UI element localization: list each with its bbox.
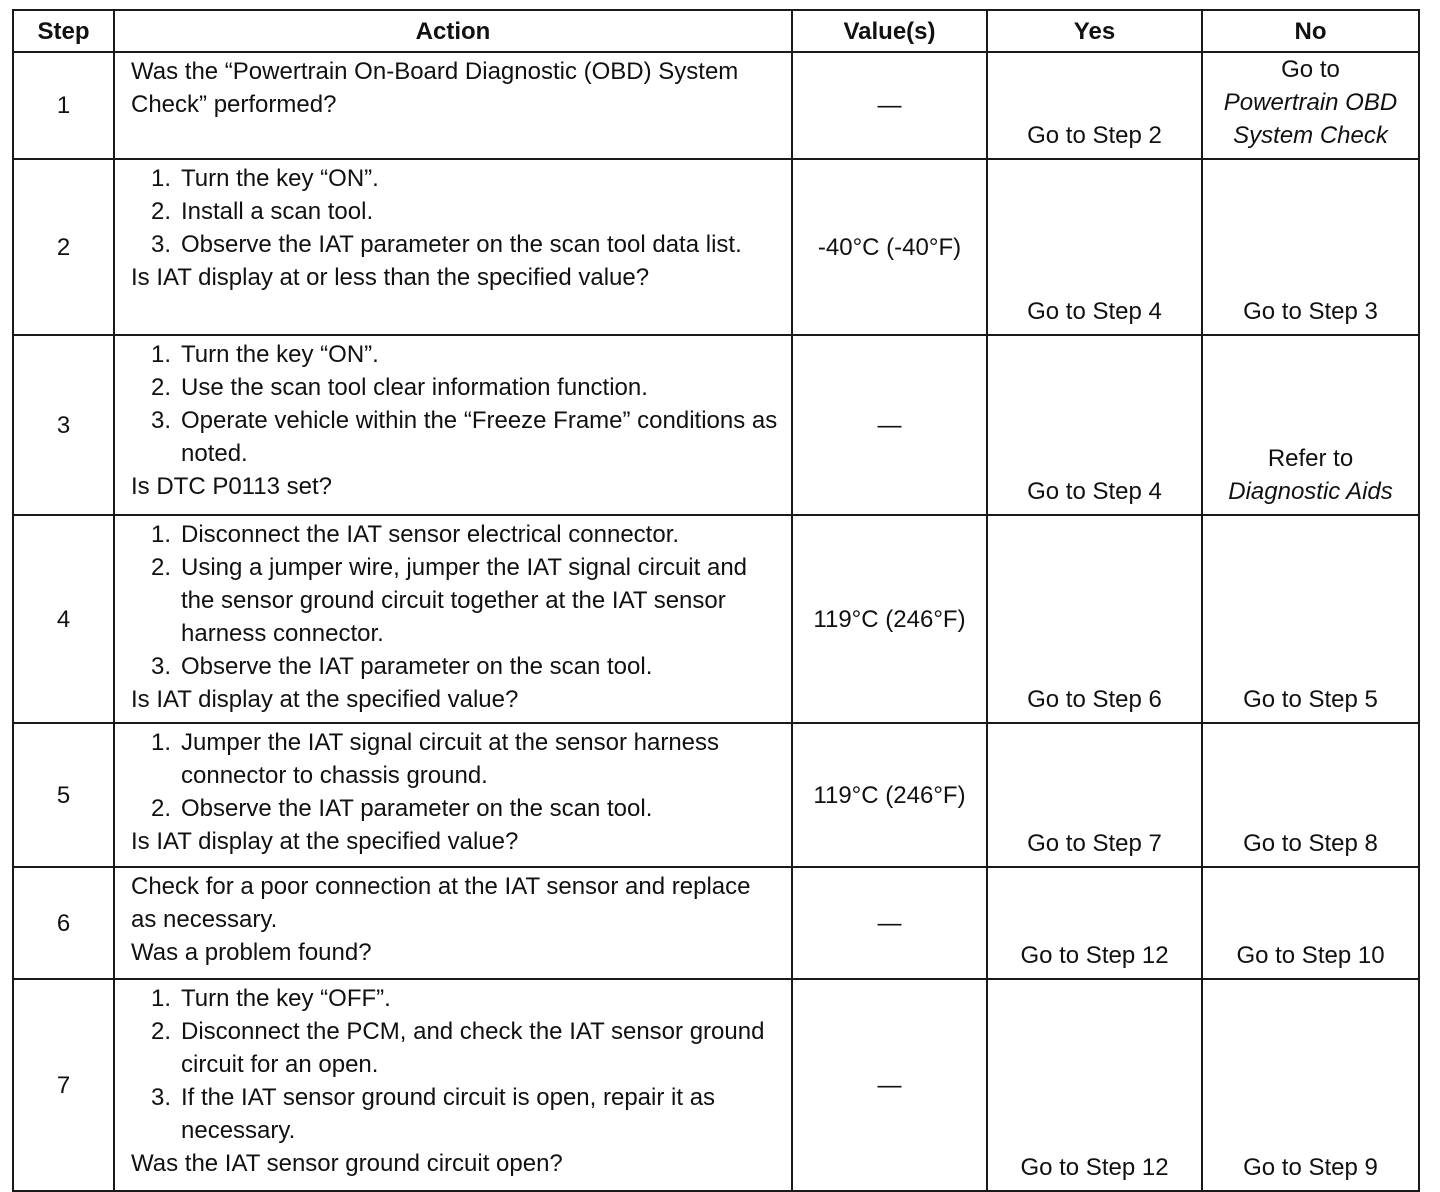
step-number: 1 [13,52,114,159]
diagnostic-table [12,9,1420,1192]
action-cell [114,159,792,335]
action-step: 2. Using a jumper wire, jumper the IAT signal circuit and the sensor ground circuit together at the IAT sensor harness connector. [151,554,748,647]
action-question: Was a problem found? [131,939,372,966]
action-question: Is IAT display at or less than the specified value? [131,264,650,291]
action-lead: Check for a poor connection at the IAT sensor and replace as necessary. [131,873,751,933]
yes-cell: Go to Step 7 [987,723,1202,867]
header-no: No [1202,10,1419,52]
no-reference: Diagnostic Aids [1228,478,1393,505]
action-steps [131,338,781,470]
step-number: 4 [13,515,114,723]
action-step: 1. Turn the key “OFF”. [151,985,391,1012]
action-step: 2. Use the scan tool clear information function. [151,374,648,401]
action-step: 3. Observe the IAT parameter on the scan tool data list. [151,231,742,258]
header-values: Value(s) [792,10,987,52]
table-row [13,335,1419,515]
value-cell: — [792,979,987,1191]
no-cell: Go to Step 9 [1202,979,1419,1191]
action-step: 2. Disconnect the PCM, and check the IAT sensor ground circuit for an open. [151,1018,765,1078]
action-step: 1. Turn the key “ON”. [151,341,379,368]
action-step: 2. Observe the IAT parameter on the scan tool. [151,795,653,822]
action-cell [114,979,792,1191]
table-row [13,723,1419,867]
action-steps [131,726,781,825]
no-prefix: Go to [1281,56,1340,83]
value-cell: 119°C (246°F) [792,515,987,723]
value-cell: — [792,52,987,159]
action-step: 2. Install a scan tool. [151,198,374,225]
value-cell: -40°C (-40°F) [792,159,987,335]
action-step: 1. Jumper the IAT signal circuit at the sensor harness connector to chassis ground. [151,729,720,789]
action-question: Was the IAT sensor ground circuit open? [131,1150,563,1177]
action-steps [131,982,781,1147]
action-question: Is IAT display at the specified value? [131,828,519,855]
no-cell: Go to Step 8 [1202,723,1419,867]
no-cell: Go to Step 3 [1202,159,1419,335]
table-row [13,867,1419,979]
action-step: 1. Turn the key “ON”. [151,165,379,192]
value-cell: 119°C (246°F) [792,723,987,867]
table-row [13,515,1419,723]
no-cell: Go to Step 5 [1202,515,1419,723]
action-lead: Was the “Powertrain On-Board Diagnostic (OBD) System Check” performed? [131,58,739,118]
action-step: 3. Operate vehicle within the “Freeze Frame” conditions as noted. [151,407,778,467]
action-cell [114,867,792,979]
diagnostic-table-container [12,9,1418,1192]
table-row [13,979,1419,1191]
header-step: Step [13,10,114,52]
yes-cell: Go to Step 2 [987,52,1202,159]
value-cell: — [792,335,987,515]
action-cell [114,515,792,723]
header-row [13,10,1419,52]
step-number: 6 [13,867,114,979]
table-row [13,159,1419,335]
action-cell [114,52,792,159]
action-steps [131,162,781,261]
yes-cell: Go to Step 4 [987,159,1202,335]
action-question: Is IAT display at the specified value? [131,686,519,713]
yes-cell: Go to Step 4 [987,335,1202,515]
header-yes: Yes [987,10,1202,52]
no-reference: Powertrain OBD System Check [1223,89,1398,149]
yes-cell: Go to Step 6 [987,515,1202,723]
no-prefix: Refer to [1267,445,1354,472]
step-number: 5 [13,723,114,867]
action-cell [114,723,792,867]
no-cell [1202,52,1419,159]
header-action: Action [114,10,792,52]
action-step: 1. Disconnect the IAT sensor electrical connector. [151,521,680,548]
step-number: 2 [13,159,114,335]
action-cell [114,335,792,515]
step-number: 3 [13,335,114,515]
action-steps [131,518,781,683]
action-step: 3. Observe the IAT parameter on the scan tool. [151,653,653,680]
action-question: Is DTC P0113 set? [131,473,332,500]
yes-cell: Go to Step 12 [987,979,1202,1191]
action-step: 3. If the IAT sensor ground circuit is open, repair it as necessary. [151,1084,716,1144]
value-cell: — [792,867,987,979]
no-cell [1202,335,1419,515]
step-number: 7 [13,979,114,1191]
no-cell: Go to Step 10 [1202,867,1419,979]
yes-cell: Go to Step 12 [987,867,1202,979]
table-row [13,52,1419,159]
